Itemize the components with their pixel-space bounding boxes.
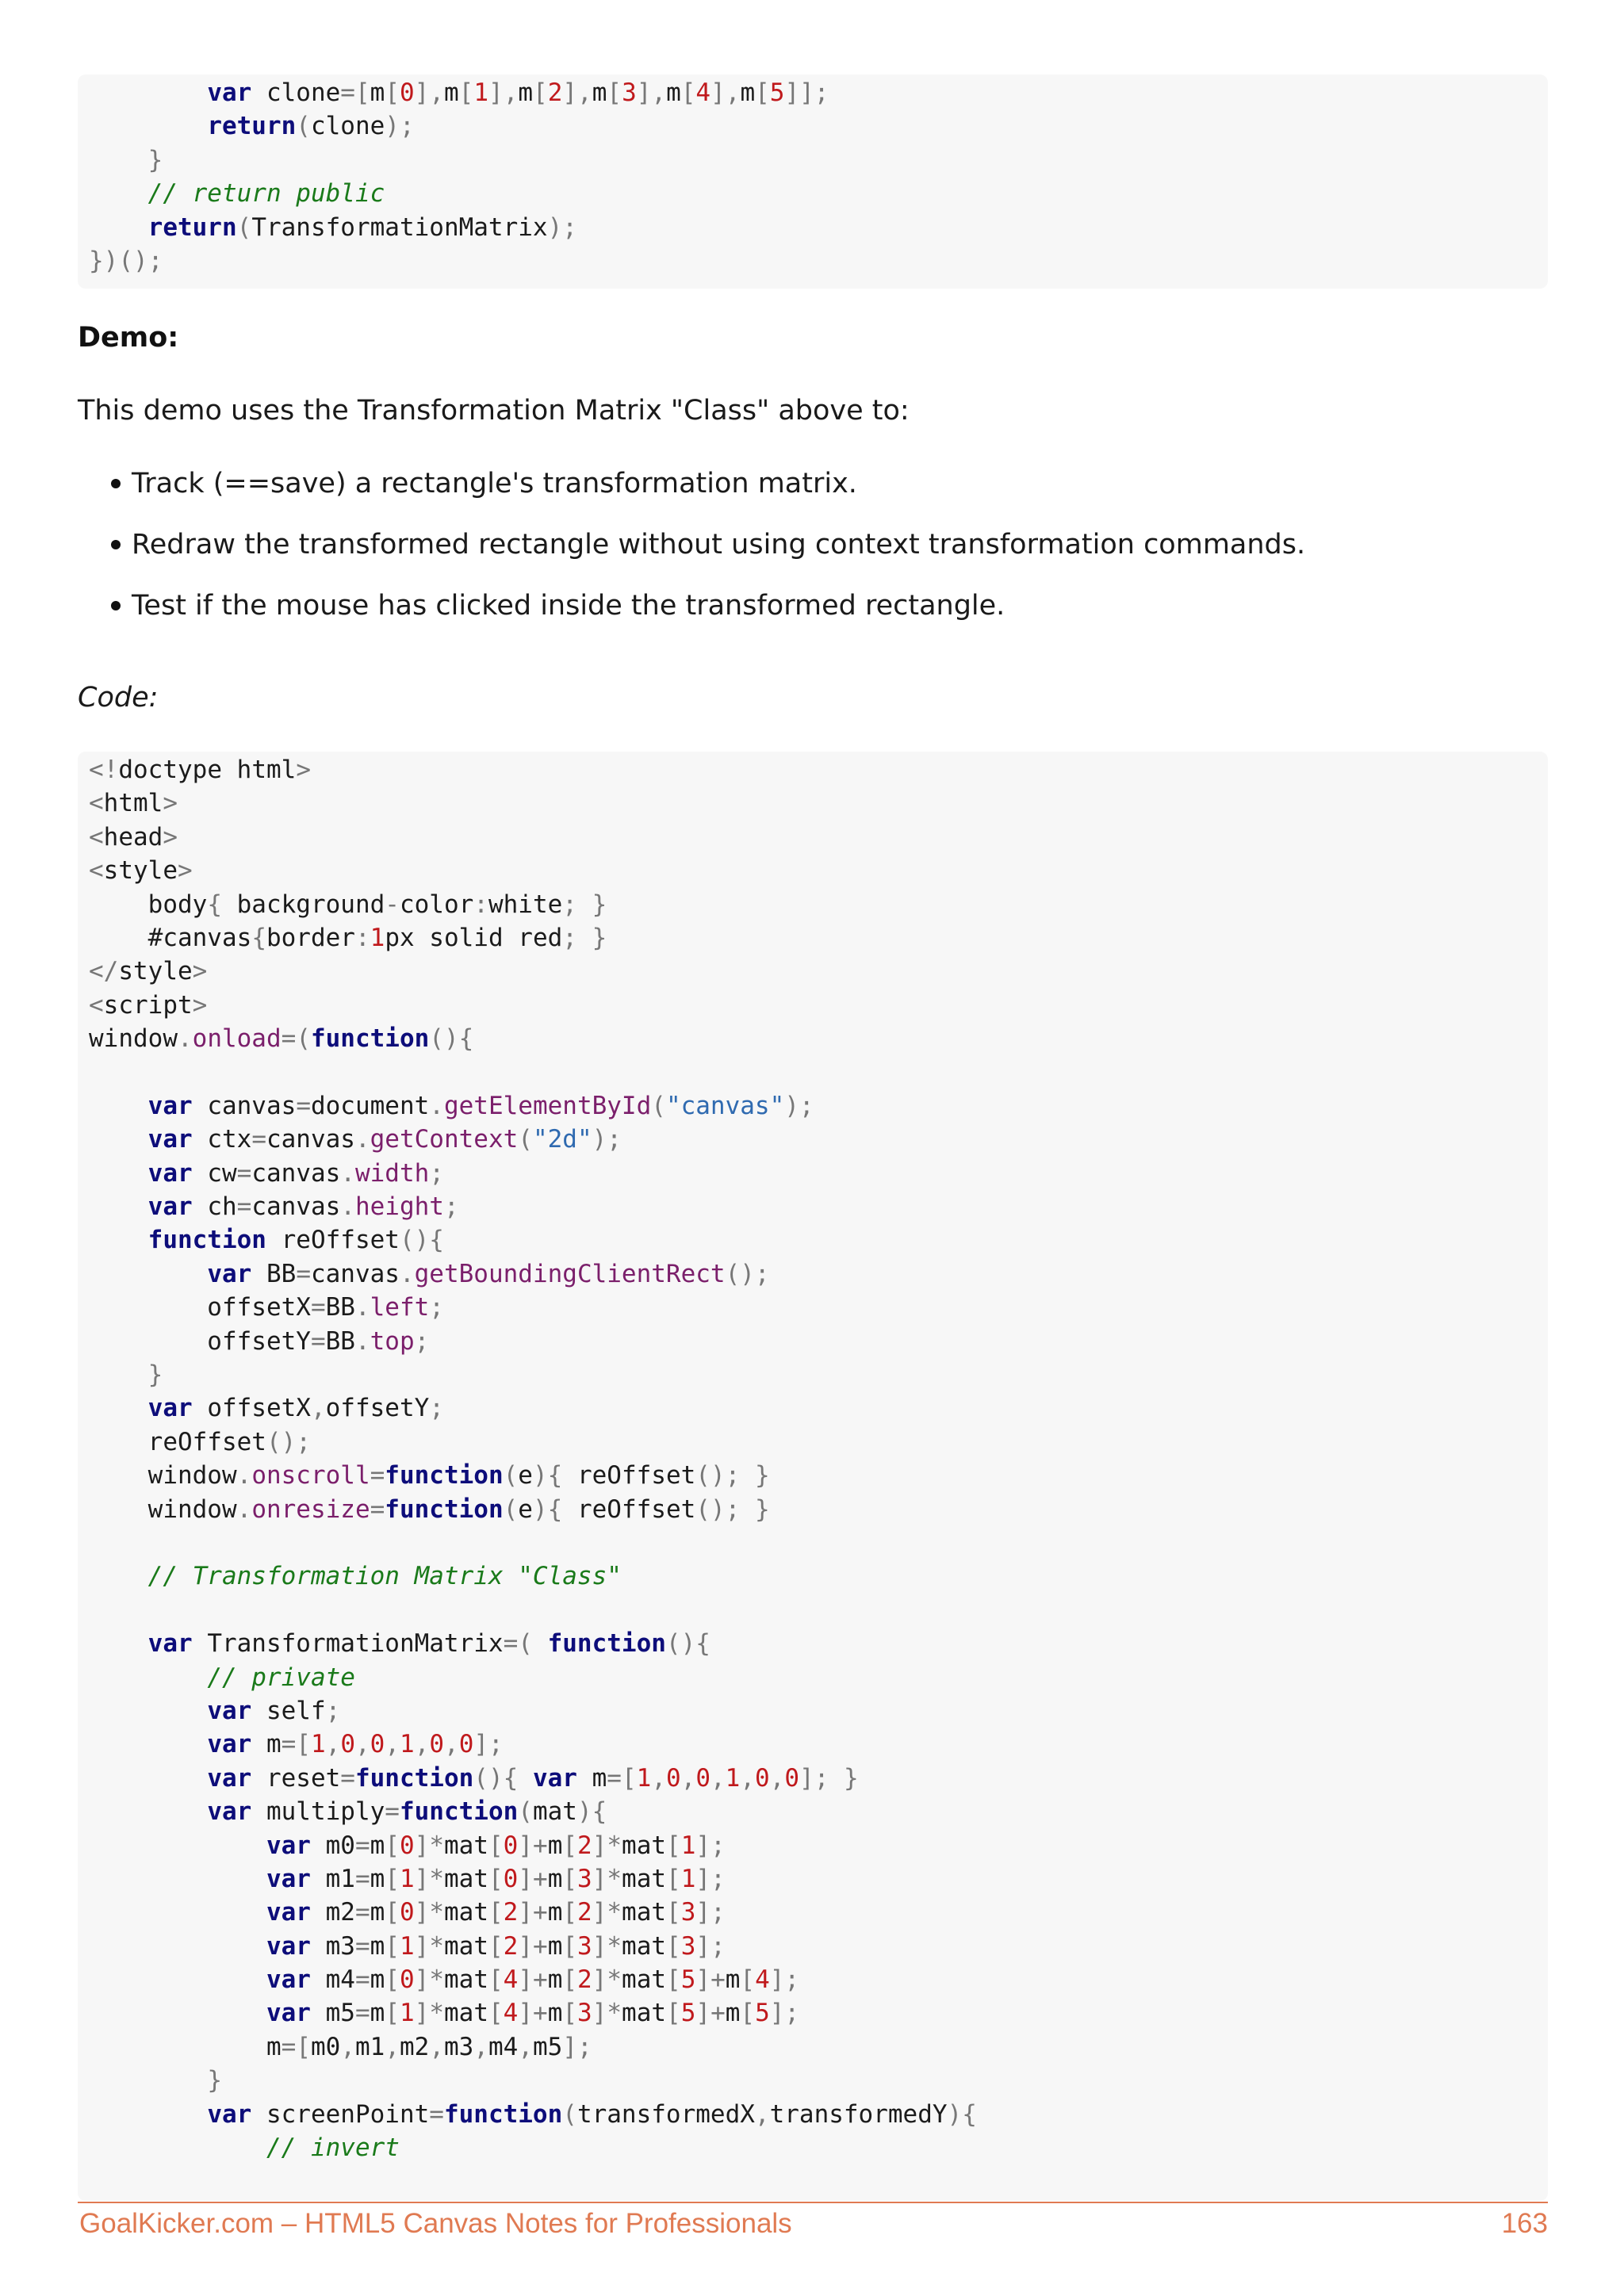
code-line: }: [147, 145, 163, 174]
code-line: offsetX=BB.left;: [89, 1293, 444, 1322]
code-line: window.onload=(function(){: [89, 1024, 474, 1054]
demo-heading: Demo:: [78, 322, 179, 354]
code-line: // private: [207, 1663, 355, 1692]
bullet-icon: [111, 601, 121, 610]
code-line: body{ background-color:white; }: [89, 890, 607, 919]
code-line: var m0=m[0]*mat[0]+m[2]*mat[1];: [266, 1831, 726, 1860]
footer-title-link[interactable]: GoalKicker.com – HTML5 Canvas Notes for Professionals: [79, 2208, 792, 2239]
code-block-top: [78, 75, 1548, 289]
code-line: [89, 1594, 1548, 1627]
code-line: <html>: [89, 789, 178, 818]
code-line: [89, 1056, 1548, 1089]
code-line: var m5=m[1]*mat[4]+m[3]*mat[5]+m[5];: [266, 1999, 800, 2028]
code-line: })();: [89, 246, 163, 275]
page-number: 163: [1501, 2208, 1548, 2239]
footer-divider: [78, 2202, 1548, 2203]
bullet-item: [132, 466, 1305, 527]
code-line: offsetY=BB.top;: [89, 1326, 430, 1356]
code-line: [89, 1526, 1548, 1559]
bullet-item: [132, 527, 1305, 588]
code-lines-main: [89, 752, 1548, 2164]
code-line: window.onscroll=function(e){ reOffset(); }: [89, 1461, 770, 1490]
bullet-icon: [111, 479, 121, 488]
code-line: <!doctype html>: [89, 756, 311, 784]
code-line: }: [207, 2066, 222, 2095]
code-lines-top: [89, 75, 1548, 277]
code-line: var m=[1,0,0,1,0,0];: [207, 1730, 504, 1759]
code-line: }: [147, 1360, 163, 1390]
code-line: <head>: [89, 822, 178, 851]
code-line: var self;: [207, 1696, 341, 1725]
bullet-item: [132, 588, 1305, 649]
code-line: </style>: [89, 957, 208, 986]
code-line: var reset=function(){ var m=[1,0,0,1,0,0]; }: [207, 1763, 859, 1793]
code-line: var ctx=canvas.getContext("2d");: [147, 1125, 622, 1154]
code-line: <script>: [89, 990, 208, 1020]
code-line: var m4=m[0]*mat[4]+m[2]*mat[5]+m[4];: [266, 1965, 800, 1995]
code-line: return(TransformationMatrix);: [147, 212, 577, 242]
code-line: var TransformationMatrix=( function(){: [147, 1629, 710, 1659]
code-line: var canvas=document.getElementById("canvas");: [147, 1091, 814, 1120]
code-line: // Transformation Matrix "Class": [147, 1562, 622, 1591]
code-line: var offsetX,offsetY;: [147, 1394, 444, 1423]
code-line: var multiply=function(mat){: [207, 1797, 607, 1827]
demo-bullet-list: [132, 466, 1305, 649]
bullet-text: Track (==save) a rectangle's transformation matrix.: [132, 468, 857, 499]
code-block-main: [78, 752, 1548, 2201]
bullet-text: Redraw the transformed rectangle without using context transformation commands.: [132, 529, 1306, 561]
bullet-icon: [111, 540, 121, 549]
code-line: return(clone);: [207, 112, 415, 141]
code-line: #canvas{border:1px solid red; }: [89, 923, 607, 952]
code-line: reOffset();: [89, 1427, 311, 1456]
code-line: var clone=[m[0],m[1],m[2],m[3],m[4],m[5]];: [207, 78, 829, 107]
code-line: var m1=m[1]*mat[0]+m[3]*mat[1];: [266, 1864, 726, 1893]
code-line: m=[m0,m1,m2,m3,m4,m5];: [89, 2032, 592, 2061]
code-line: var ch=canvas.height;: [147, 1192, 459, 1222]
code-line: // invert: [266, 2133, 400, 2163]
code-line: // return public: [147, 179, 385, 209]
code-label: Code:: [78, 682, 159, 714]
code-line: <style>: [89, 856, 193, 886]
demo-intro: This demo uses the Transformation Matrix "Class" above to:: [78, 395, 910, 427]
code-line: var screenPoint=function(transformedX,transformedY){: [207, 2099, 977, 2129]
code-line: var cw=canvas.width;: [147, 1158, 444, 1188]
code-line: var BB=canvas.getBoundingClientRect();: [207, 1259, 770, 1288]
code-line: var m3=m[1]*mat[2]+m[3]*mat[3];: [266, 1931, 726, 1961]
code-line: function reOffset(){: [147, 1226, 444, 1255]
code-line: window.onresize=function(e){ reOffset(); }: [89, 1494, 770, 1524]
bullet-text: Test if the mouse has clicked inside the transformed rectangle.: [132, 590, 1005, 622]
code-line: var m2=m[0]*mat[2]+m[2]*mat[3];: [266, 1898, 726, 1927]
